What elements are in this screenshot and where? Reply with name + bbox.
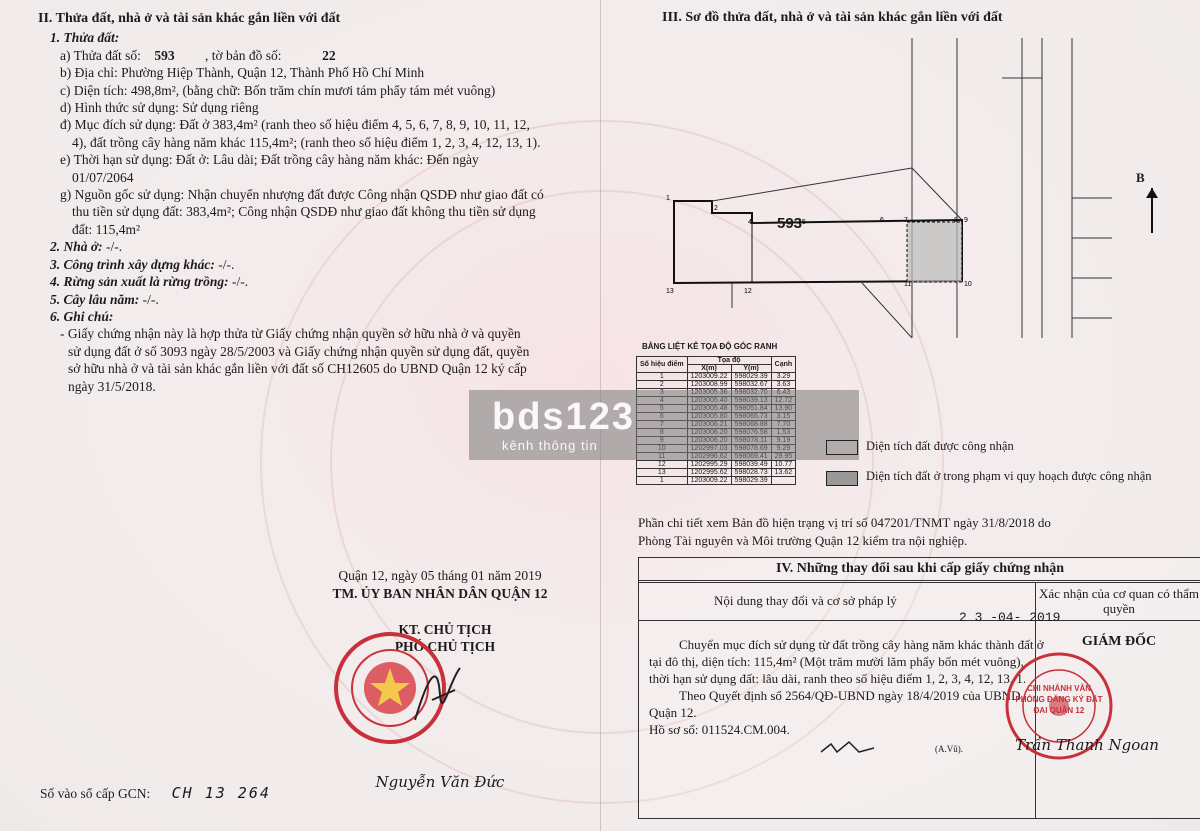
svg-text:13: 13: [666, 288, 674, 295]
coordinate-row: [637, 373, 796, 381]
registration-number: CH 13 264: [171, 784, 271, 802]
x-cell: 1202995.29: [687, 461, 731, 469]
coordinate-row: [637, 381, 796, 389]
construction-value: -/-.: [218, 256, 235, 272]
y-cell: 598032.67: [731, 381, 771, 389]
coordinate-row: [637, 477, 796, 485]
note-line-3: sở hữu nhà ở và tài sản khác gắn liền với đất số CH12605 do UBND Quận 12 ký cấp: [68, 361, 527, 377]
change-paragraph-1: Chuyển mục đích sử dụng từ đất trồng cây hàng năm khác thành đất ở tại đô thị, diện tích: 115,4m² (Một trăm mười lăm phẩy bốn mét vuông), thời hạn sử dụng đất: lâu dài, ranh theo số hiệu điểm 1, 2, 3, 4, 12, 13, 1.: [649, 637, 1044, 686]
change-file-number: Hồ sơ số: 011524.CM.004.: [649, 722, 790, 737]
vice-chair-kt: KT. CHỦ TỊCH: [398, 622, 492, 637]
legend-recognized-label: Diện tích đất được công nhận: [866, 439, 1014, 453]
changes-title: IV. Những thay đổi sau khi cấp giấy chứng nhận: [639, 558, 1200, 581]
purpose-line-1: đ) Mục đích sử dụng: Đất ở 383,4m² (ranh theo số hiệu điểm 4, 5, 6, 7, 8, 9, 10, 11, 12,: [60, 117, 530, 133]
point-cell: 1: [637, 373, 688, 381]
parcel-number-line: [38, 47, 598, 64]
north-label: B: [1136, 170, 1145, 185]
forest-value: -/-.: [231, 274, 249, 290]
forest-label: 4. Rừng sản xuất là rừng trồng:: [50, 274, 229, 290]
changes-col-content: Nội dung thay đổi và cơ sở pháp lý: [714, 593, 897, 608]
address-line: b) Địa chỉ: Phường Hiệp Thành, Quận 12, Thành Phố Hồ Chí Minh: [60, 65, 425, 81]
svg-text:2: 2: [714, 205, 718, 212]
y-cell: 598039.49: [731, 461, 771, 469]
site-plan-drawing: [642, 38, 1198, 338]
term-line-1: e) Thời hạn sử dụng: Đất ở: Lâu dài; Đất trồng cây hàng năm khác: Đến ngày: [60, 152, 479, 168]
svg-text:11: 11: [904, 281, 912, 288]
construction-line: [38, 256, 598, 273]
edge-cell: 3.63: [771, 381, 796, 389]
svg-text:1: 1: [666, 195, 670, 202]
y-cell: 598029.39: [731, 373, 771, 381]
svg-text:10: 10: [964, 281, 972, 288]
purpose-line-2: 4), đất trồng cây hàng năm khác 115,4m²; (ranh theo số hiệu điểm 1, 2, 3, 4, 12, 13, 1).: [72, 134, 541, 150]
legend-recognized-swatch: [826, 440, 858, 455]
parcel-label-on-map: 593: [777, 215, 803, 232]
x-cell: 1203009.22: [687, 373, 731, 381]
term-line-2: 01/07/2064: [72, 169, 134, 185]
map-number: 22: [322, 47, 336, 63]
svg-text:9: 9: [964, 217, 968, 224]
house-line: [38, 238, 598, 255]
svg-text:8: 8: [954, 217, 958, 224]
house-value: -/-.: [106, 239, 123, 255]
map-label: , tờ bản đồ số:: [205, 47, 282, 63]
svg-text:7: 7: [904, 217, 908, 224]
origin-line-2: thu tiền sử dụng đất: 383,4m²; Công nhận QSDĐ như giao đất không thu tiền sử dụng: [72, 204, 536, 220]
x-cell: 1203008.99: [687, 381, 731, 389]
col-point: Số hiệu điểm: [637, 357, 688, 373]
signature-scribble-icon: [410, 660, 470, 730]
edge-cell: 13.62: [771, 469, 796, 477]
registration-label: Số vào sổ cấp GCN:: [40, 786, 151, 801]
section-ii-title: II. Thửa đất, nhà ở và tài sản khác gắn liền với đất: [38, 11, 341, 26]
detail-note-1: Phần chi tiết xem Bản đồ hiện trạng vị trí số 047201/TNMT ngày 31/8/2018 do: [638, 515, 1051, 530]
perennial-label: 5. Cây lâu năm:: [50, 291, 140, 307]
coordinate-row: [637, 461, 796, 469]
initials-label: (A.Vũ).: [935, 744, 963, 754]
detail-note-2: Phòng Tài nguyên và Môi trường Quận 12 kiểm tra nội nghiệp.: [638, 533, 968, 548]
svg-text:5: 5: [802, 219, 806, 226]
edge-cell: 3.29: [771, 373, 796, 381]
initials-scribble-icon: [819, 738, 879, 758]
parcel-label: a) Thửa đất số:: [60, 47, 141, 63]
svg-text:12: 12: [744, 288, 752, 295]
registration-line: [40, 784, 271, 802]
note-line-4: ngày 31/5/2018.: [68, 378, 156, 394]
point-cell: 2: [637, 381, 688, 389]
svg-text:4: 4: [748, 219, 752, 226]
right-signer-name: Trần Thanh Ngoan: [1015, 736, 1159, 754]
section-iii-title: III. Sơ đồ thửa đất, nhà ở và tài sản khác gắn liền với đất: [662, 10, 1003, 25]
x-cell: 1203009.22: [687, 477, 731, 485]
changes-col-confirm: Xác nhận của cơ quan có thẩm quyền: [1039, 586, 1199, 616]
usage-form-line: d) Hình thức sử dụng: Sử dụng riêng: [60, 100, 259, 116]
legend-planning-swatch: [826, 471, 858, 486]
changes-section: [638, 557, 1200, 819]
point-cell: 13: [637, 469, 688, 477]
origin-line-3: đất: 115,4m²: [72, 221, 141, 237]
y-cell: 598029.39: [731, 477, 771, 485]
watermark-subtitle: kênh thông tin: [502, 438, 598, 453]
col-y: Y(m): [731, 365, 771, 373]
forest-line: [38, 273, 598, 290]
edge-cell: [771, 477, 796, 485]
left-signer-name: Nguyễn Văn Đức: [375, 773, 505, 791]
note-line-2: sử dụng đất ở số 3093 ngày 28/5/2003 và Giấy chứng nhận quyền sử dụng đất, quyền: [68, 343, 530, 359]
vice-chair-title: PHÓ CHỦ TỊCH: [394, 639, 496, 654]
perennial-line: [38, 291, 598, 308]
house-label: 2. Nhà ở:: [50, 239, 103, 255]
change-paragraph-2: Theo Quyết định số 2564/QĐ-UBND ngày 18/4/2019 của UBND Quận 12.: [649, 688, 1021, 720]
change-content: [649, 636, 1044, 738]
origin-line-1: g) Nguồn gốc sử dụng: Nhận chuyển nhượng đất được Công nhận QSDĐ như giao đất có: [60, 187, 544, 203]
left-page: [38, 10, 598, 395]
issue-date: Quận 12, ngày 05 tháng 01 năm 2019: [338, 568, 542, 583]
watermark-logo: bds123: [492, 396, 635, 438]
director-title: GIÁM ĐỐC: [1081, 634, 1157, 649]
perennial-value: -/-.: [142, 291, 159, 307]
svg-text:6: 6: [880, 217, 884, 224]
construction-label: 3. Công trình xây dựng khác:: [50, 256, 215, 272]
col-x: X(m): [687, 365, 731, 373]
legend-planning-label: Diện tích đất ở trong phạm vi quy hoạch được công nhận: [866, 469, 1152, 483]
x-cell: 1202995.62: [687, 469, 731, 477]
stamp-date: 2 3 -04- 2019: [959, 610, 1061, 625]
edge-cell: 10.77: [771, 461, 796, 469]
parcel-heading: 1. Thửa đất:: [50, 30, 120, 46]
issuing-authority: TM. ỦY BAN NHÂN DÂN QUẬN 12: [332, 586, 548, 601]
point-cell: 12: [637, 461, 688, 469]
note-line-1: - Giấy chứng nhận này là hợp thửa từ Giấy chứng nhận quyền sở hữu nhà ở và quyền: [60, 326, 521, 342]
point-cell: 1: [637, 477, 688, 485]
y-cell: 598028.73: [731, 469, 771, 477]
col-edge: Cạnh: [771, 357, 796, 373]
coord-table-title: BẢNG LIỆT KÊ TỌA ĐỘ GÓC RANH: [642, 342, 778, 351]
parcel-number: 593: [154, 47, 175, 63]
area-line: c) Diện tích: 498,8m², (bằng chữ: Bốn trăm chín mươi tám phẩy tám mét vuông): [60, 82, 496, 98]
coordinate-row: [637, 469, 796, 477]
notes-heading: 6. Ghi chú:: [50, 308, 114, 324]
office-stamp-text: CHI NHÁNH VĂN PHÒNG ĐĂNG KÝ ĐẤT ĐAI QUẬN 12: [1015, 684, 1103, 715]
col-coord-group: Tọa độ: [687, 357, 771, 365]
